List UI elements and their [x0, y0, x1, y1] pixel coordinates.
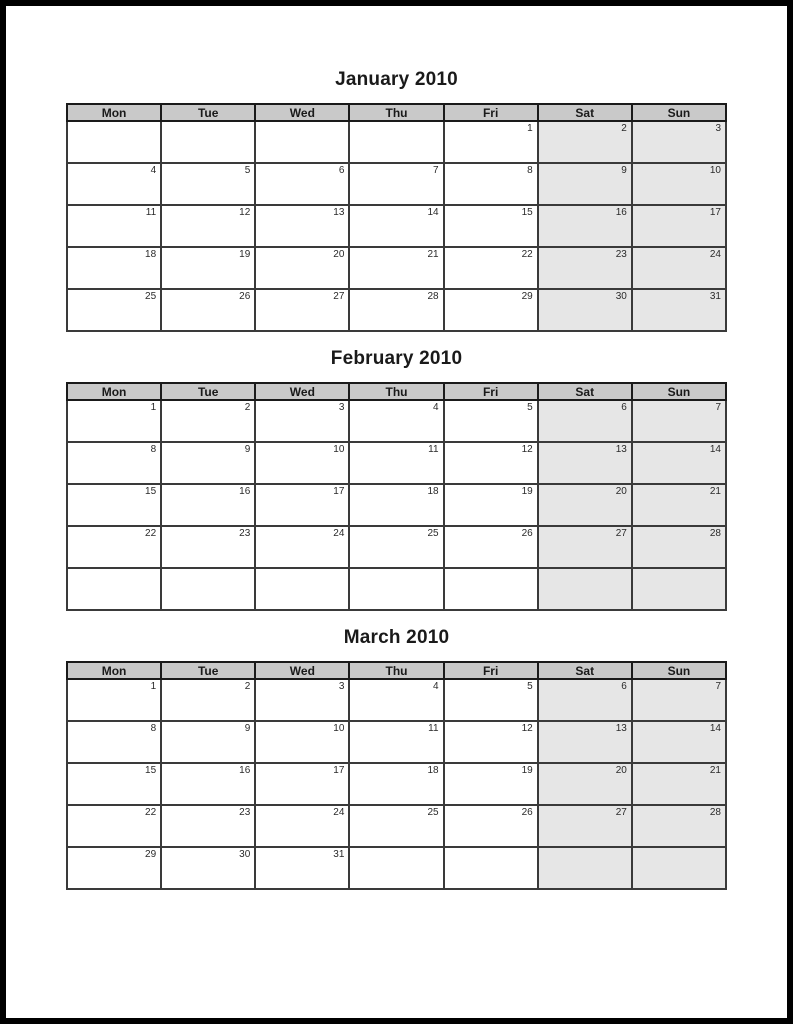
weekday-header-fri: Fri [444, 104, 538, 121]
day-number: 3 [338, 402, 345, 413]
calendar-week-row [67, 163, 726, 205]
day-number: 18 [145, 249, 157, 260]
weekday-header-fri: Fri [444, 662, 538, 679]
day-number: 20 [333, 249, 345, 260]
day-cell [444, 205, 538, 247]
empty-day-cell [538, 568, 632, 610]
day-number: 26 [521, 807, 533, 818]
day-number: 8 [527, 165, 533, 176]
day-cell [538, 400, 632, 442]
day-number: 17 [709, 207, 721, 218]
weekday-header-wed: Wed [255, 104, 349, 121]
day-cell [67, 679, 161, 721]
day-number: 27 [333, 291, 345, 302]
day-cell [67, 721, 161, 763]
day-cell [255, 163, 349, 205]
day-cell [67, 163, 161, 205]
day-cell [67, 442, 161, 484]
calendars [6, 6, 787, 890]
calendar-week-row [67, 289, 726, 331]
day-number: 16 [239, 765, 251, 776]
day-number: 18 [427, 486, 439, 497]
day-number: 8 [150, 444, 157, 455]
day-number: 4 [433, 681, 439, 692]
day-cell [161, 163, 255, 205]
calendar-table [66, 382, 727, 611]
weekday-header-wed: Wed [255, 383, 349, 400]
day-cell [632, 763, 726, 805]
day-number: 27 [615, 807, 627, 818]
calendar-table [66, 103, 727, 332]
calendar-body [67, 121, 726, 331]
day-number: 21 [427, 249, 439, 260]
day-number: 24 [709, 249, 721, 260]
calendar-week-row [67, 568, 726, 610]
weekday-header-tue: Tue [161, 383, 255, 400]
day-number: 3 [338, 681, 345, 692]
day-cell [255, 442, 349, 484]
day-cell [67, 247, 161, 289]
day-cell [255, 805, 349, 847]
weekday-header-sat: Sat [538, 662, 632, 679]
day-number: 12 [521, 444, 533, 455]
day-cell [632, 163, 726, 205]
day-number: 1 [527, 123, 533, 134]
day-cell [161, 805, 255, 847]
day-number: 5 [527, 402, 533, 413]
day-cell [349, 805, 443, 847]
day-number: 10 [333, 444, 345, 455]
day-number: 9 [244, 444, 251, 455]
day-number: 23 [239, 807, 251, 818]
day-cell [255, 289, 349, 331]
day-cell [67, 805, 161, 847]
empty-day-cell [444, 847, 538, 889]
day-cell [67, 847, 161, 889]
day-cell [538, 289, 632, 331]
weekday-header-thu: Thu [349, 662, 443, 679]
calendar-week-row [67, 442, 726, 484]
day-number: 16 [239, 486, 251, 497]
day-number: 21 [709, 765, 721, 776]
day-number: 29 [145, 849, 157, 860]
day-number: 1 [150, 681, 157, 692]
day-cell [255, 205, 349, 247]
day-number: 6 [338, 165, 345, 176]
day-cell [161, 289, 255, 331]
day-cell [255, 763, 349, 805]
weekday-header-sat: Sat [538, 104, 632, 121]
day-cell [632, 484, 726, 526]
day-number: 19 [239, 249, 251, 260]
day-cell [349, 442, 443, 484]
day-number: 4 [433, 402, 439, 413]
day-cell [349, 205, 443, 247]
calendar-week-row [67, 847, 726, 889]
day-number: 13 [615, 723, 627, 734]
day-number: 29 [521, 291, 533, 302]
day-number: 24 [333, 807, 345, 818]
day-number: 24 [333, 528, 345, 539]
weekday-header-mon: Mon [67, 104, 161, 121]
calendar-week-row [67, 484, 726, 526]
day-cell [444, 763, 538, 805]
day-number: 23 [615, 249, 627, 260]
day-number: 22 [521, 249, 533, 260]
day-number: 6 [621, 402, 627, 413]
day-cell [538, 679, 632, 721]
day-number: 2 [621, 123, 627, 134]
day-number: 15 [145, 486, 157, 497]
day-cell [67, 763, 161, 805]
day-number: 23 [239, 528, 251, 539]
calendar-title: March 2010 [343, 627, 450, 648]
empty-day-cell [349, 847, 443, 889]
weekday-header-thu: Thu [349, 383, 443, 400]
day-cell [161, 205, 255, 247]
calendar-week-row [67, 121, 726, 163]
weekday-header-tue: Tue [161, 104, 255, 121]
day-number: 6 [621, 681, 627, 692]
day-number: 9 [621, 165, 627, 176]
day-number: 11 [145, 207, 157, 218]
day-cell [349, 763, 443, 805]
day-number: 22 [145, 528, 157, 539]
day-cell [632, 526, 726, 568]
empty-day-cell [632, 568, 726, 610]
weekday-header-thu: Thu [349, 104, 443, 121]
day-cell [444, 163, 538, 205]
weekday-header-fri: Fri [444, 383, 538, 400]
day-cell [255, 526, 349, 568]
calendar-january-2010 [66, 68, 727, 332]
day-number: 7 [715, 402, 721, 413]
day-number: 12 [239, 207, 251, 218]
weekday-header-mon: Mon [67, 383, 161, 400]
calendar-february-2010 [66, 347, 727, 611]
day-cell [538, 247, 632, 289]
day-number: 25 [427, 807, 439, 818]
day-cell [349, 163, 443, 205]
day-number: 7 [715, 681, 721, 692]
day-cell [538, 763, 632, 805]
day-cell [255, 679, 349, 721]
day-number: 2 [244, 402, 251, 413]
day-cell [632, 721, 726, 763]
day-cell [349, 484, 443, 526]
day-number: 31 [709, 291, 721, 302]
day-cell [632, 289, 726, 331]
day-cell [632, 205, 726, 247]
empty-day-cell [161, 121, 255, 163]
day-number: 5 [527, 681, 533, 692]
empty-day-cell [67, 121, 161, 163]
day-cell [632, 679, 726, 721]
day-number: 2 [244, 681, 251, 692]
calendar-week-row [67, 247, 726, 289]
day-cell [444, 484, 538, 526]
day-number: 4 [150, 165, 157, 176]
empty-day-cell [255, 568, 349, 610]
day-cell [67, 205, 161, 247]
day-number: 1 [150, 402, 157, 413]
day-number: 19 [521, 765, 533, 776]
day-number: 19 [521, 486, 533, 497]
day-cell [349, 247, 443, 289]
day-number: 3 [715, 123, 721, 134]
day-cell [538, 121, 632, 163]
day-number: 30 [615, 291, 627, 302]
day-cell [444, 247, 538, 289]
weekday-header-wed: Wed [255, 662, 349, 679]
day-number: 15 [521, 207, 533, 218]
day-cell [444, 526, 538, 568]
day-cell [255, 247, 349, 289]
weekday-header-sun: Sun [632, 104, 726, 121]
calendar-body [67, 679, 726, 889]
empty-day-cell [444, 568, 538, 610]
weekday-header-row [67, 662, 726, 679]
day-cell [632, 121, 726, 163]
day-number: 17 [333, 765, 345, 776]
day-cell [538, 484, 632, 526]
calendar-week-row [67, 400, 726, 442]
day-cell [255, 847, 349, 889]
day-number: 8 [150, 723, 157, 734]
day-number: 28 [427, 291, 439, 302]
day-cell [538, 163, 632, 205]
day-cell [67, 289, 161, 331]
day-cell [444, 679, 538, 721]
weekday-header-sat: Sat [538, 383, 632, 400]
day-number: 7 [433, 165, 439, 176]
day-cell [161, 442, 255, 484]
day-cell [161, 400, 255, 442]
day-cell [349, 526, 443, 568]
empty-day-cell [538, 847, 632, 889]
calendar-march-2010 [66, 626, 727, 890]
day-cell [255, 484, 349, 526]
day-number: 14 [709, 723, 721, 734]
day-number: 28 [709, 528, 721, 539]
day-number: 22 [145, 807, 157, 818]
empty-day-cell [255, 121, 349, 163]
day-number: 26 [521, 528, 533, 539]
day-cell [67, 526, 161, 568]
day-number: 31 [333, 849, 345, 860]
calendar-week-row [67, 679, 726, 721]
empty-day-cell [349, 568, 443, 610]
day-number: 20 [615, 486, 627, 497]
day-cell [538, 721, 632, 763]
day-number: 25 [145, 291, 157, 302]
empty-day-cell [632, 847, 726, 889]
day-cell [632, 247, 726, 289]
day-cell [444, 721, 538, 763]
day-number: 30 [239, 849, 251, 860]
day-number: 27 [615, 528, 627, 539]
day-number: 16 [615, 207, 627, 218]
day-cell [632, 442, 726, 484]
calendar-title: January 2010 [335, 69, 458, 90]
day-cell [349, 289, 443, 331]
day-cell [444, 289, 538, 331]
day-number: 5 [244, 165, 251, 176]
day-cell [349, 679, 443, 721]
day-cell [444, 442, 538, 484]
calendar-body [67, 400, 726, 610]
weekday-header-row [67, 383, 726, 400]
day-cell [161, 247, 255, 289]
day-number: 14 [709, 444, 721, 455]
weekday-header-row [67, 104, 726, 121]
day-number: 9 [244, 723, 251, 734]
calendar-week-row [67, 805, 726, 847]
calendar-week-row [67, 205, 726, 247]
weekday-header-mon: Mon [67, 662, 161, 679]
day-cell [161, 763, 255, 805]
day-number: 25 [427, 528, 439, 539]
day-number: 11 [428, 444, 439, 455]
day-number: 18 [427, 765, 439, 776]
day-cell [255, 400, 349, 442]
day-cell [255, 721, 349, 763]
day-cell [444, 121, 538, 163]
day-cell [161, 484, 255, 526]
day-cell [349, 400, 443, 442]
day-cell [444, 400, 538, 442]
day-number: 20 [615, 765, 627, 776]
empty-day-cell [349, 121, 443, 163]
empty-day-cell [67, 568, 161, 610]
weekday-header-tue: Tue [161, 662, 255, 679]
weekday-header-sun: Sun [632, 662, 726, 679]
day-cell [161, 847, 255, 889]
day-cell [538, 442, 632, 484]
day-cell [161, 721, 255, 763]
calendar-title: February 2010 [330, 348, 463, 369]
day-cell [444, 805, 538, 847]
day-number: 15 [145, 765, 157, 776]
day-cell [538, 526, 632, 568]
day-cell [632, 805, 726, 847]
day-number: 28 [709, 807, 721, 818]
day-cell [67, 400, 161, 442]
day-cell [161, 526, 255, 568]
weekday-header-sun: Sun [632, 383, 726, 400]
day-cell [538, 205, 632, 247]
day-cell [349, 721, 443, 763]
day-cell [538, 805, 632, 847]
calendar-table [66, 661, 727, 890]
day-cell [632, 400, 726, 442]
day-number: 26 [239, 291, 251, 302]
day-number: 13 [333, 207, 345, 218]
day-number: 14 [427, 207, 439, 218]
day-number: 21 [709, 486, 721, 497]
day-number: 10 [709, 165, 721, 176]
calendar-week-row [67, 763, 726, 805]
day-cell [161, 679, 255, 721]
day-number: 11 [428, 723, 439, 734]
day-number: 13 [615, 444, 627, 455]
calendar-week-row [67, 721, 726, 763]
day-number: 10 [333, 723, 345, 734]
day-number: 12 [521, 723, 533, 734]
day-cell [67, 484, 161, 526]
day-number: 17 [333, 486, 345, 497]
calendar-week-row [67, 526, 726, 568]
empty-day-cell [161, 568, 255, 610]
